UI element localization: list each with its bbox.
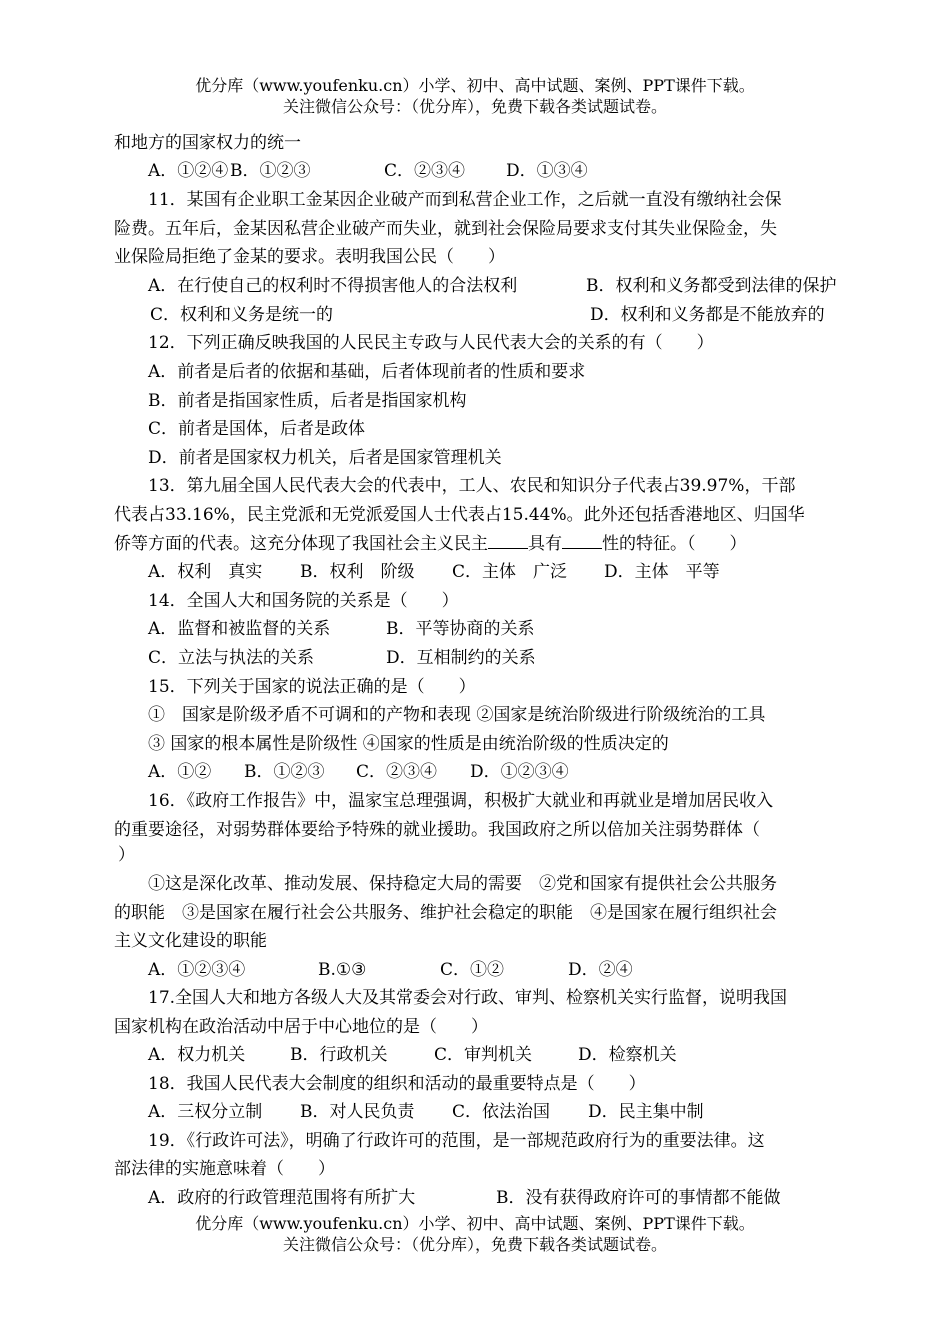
option-a: A．①②④ xyxy=(148,161,229,181)
option-d: D．检察机关 xyxy=(578,1045,677,1065)
q12-option-b: B．前者是指国家性质，后者是指国家机构 xyxy=(148,391,467,411)
option-b: B．权利 阶级 xyxy=(300,562,415,582)
q14-stem: 14．全国人大和国务院的关系是（ ） xyxy=(148,591,459,611)
q11-stem-line-1: 11．某国有企业职工金某因企业破产而到私营企业工作，之后就一直没有缴纳社会保 xyxy=(148,190,782,210)
q15-options xyxy=(148,760,569,784)
q13-stem-line-1: 13．第九届全国人民代表大会的代表中，工人、农民和知识分子代表占39.97%，干部 xyxy=(148,476,796,496)
option-b: B．①②③ xyxy=(230,161,311,181)
q11-option-b: B．权利和义务都受到法律的保护 xyxy=(586,276,837,296)
option-d: D．①②③④ xyxy=(470,762,569,782)
q17-stem-line-1: 17.全国人大和地方各级人大及其常委会对行政、审判、检察机关实行监督，说明我国 xyxy=(148,988,788,1008)
header-line-2: 关注微信公众号：（优分库），免费下载各类试题试卷。 xyxy=(282,97,667,116)
q15-statement-1: ① 国家是阶级矛盾不可调和的产物和表现 ②国家是统治阶级进行阶级统治的工具 xyxy=(148,705,766,725)
q11-option-c: C．权利和义务是统一的 xyxy=(150,305,334,325)
option-d: D．②④ xyxy=(568,960,633,980)
q13-text-b: 具有 xyxy=(528,534,562,554)
option-c: C．审判机关 xyxy=(434,1045,533,1065)
q14-option-a: A．监督和被监督的关系 xyxy=(148,619,331,639)
q11-stem-line-3: 业保险局拒绝了金某的要求。表明我国公民（ ） xyxy=(114,247,505,267)
q12-option-d: D．前者是国家权力机关，后者是国家管理机关 xyxy=(148,448,502,468)
option-a: A．权力机关 xyxy=(148,1045,246,1065)
q16-statement-line-1: ①这是深化改革、推动发展、保持稳定大局的需要 ②党和国家有提供社会公共服务 xyxy=(148,874,777,894)
blank-2 xyxy=(562,532,602,549)
option-a: A．①②③④ xyxy=(148,960,246,980)
q17-options xyxy=(148,1043,677,1067)
q13-stem-line-3 xyxy=(114,532,747,556)
option-a: A．①② xyxy=(148,762,212,782)
q17-stem-line-2: 国家机构在政治活动中居于中心地位的是（ ） xyxy=(114,1017,488,1037)
q12-stem: 12．下列正确反映我国的人民民主专政与人民代表大会的关系的有（ ） xyxy=(148,333,714,353)
q11-stem-line-2: 险费。五年后，金某因私营企业破产而失业，就到社会保险局要求支付其失业保险金，失 xyxy=(114,219,777,239)
q14-option-c: C．立法与执法的关系 xyxy=(148,648,315,668)
q16-statement-line-2: 的职能 ③是国家在履行社会公共服务、维护社会稳定的职能 ④是国家在履行组织社会 xyxy=(114,903,777,923)
option-c: C．②③④ xyxy=(356,762,438,782)
option-d: D．民主集中制 xyxy=(588,1102,704,1122)
q14-option-b: B．平等协商的关系 xyxy=(386,619,535,639)
q16-stem-line-2: 的重要途径，对弱势群体要给予特殊的就业援助。我国政府之所以倍加关注弱势群体（ xyxy=(114,820,760,840)
option-b: B.①③ xyxy=(318,960,367,980)
q15-stem: 15．下列关于国家的说法正确的是（ ） xyxy=(148,677,476,697)
q11-option-d: D．权利和义务都是不能放弃的 xyxy=(590,305,825,325)
q19-stem-line-1: 19．《行政许可法》，明确了行政许可的范围，是一部规范政府行为的重要法律。这 xyxy=(148,1131,765,1151)
footer-line-2: 关注微信公众号：（优分库），免费下载各类试题试卷。 xyxy=(282,1235,667,1254)
q19-option-b: B．没有获得政府许可的事情都不能做 xyxy=(496,1188,781,1208)
option-c: C．②③④ xyxy=(384,161,466,181)
option-d: D．①③④ xyxy=(506,161,588,181)
option-d: D．主体 平等 xyxy=(604,562,720,582)
q19-option-a: A．政府的行政管理范围将有所扩大 xyxy=(148,1188,416,1208)
q13-stem-line-2: 代表占33.16%，民主党派和无党派爱国人士代表占15.44%。此外还包括香港地区、归国华 xyxy=(114,505,805,525)
option-a: A．三权分立制 xyxy=(148,1102,263,1122)
q11-option-a: A．在行使自己的权利时不得损害他人的合法权利 xyxy=(148,276,518,296)
option-c: C．主体 广泛 xyxy=(452,562,568,582)
q13-options xyxy=(148,560,720,584)
continuation-line: 和地方的国家权力的统一 xyxy=(114,133,301,153)
q16-statement-line-3: 主义文化建设的职能 xyxy=(114,931,267,951)
option-c: C．①② xyxy=(440,960,505,980)
option-c: C．依法治国 xyxy=(452,1102,551,1122)
q14-option-d: D．互相制约的关系 xyxy=(386,648,536,668)
q12-option-a: A．前者是后者的依据和基础，后者体现前者的性质和要求 xyxy=(148,362,586,382)
blank-1 xyxy=(488,532,528,549)
q12-option-c: C．前者是国体，后者是政体 xyxy=(148,419,366,439)
q19-stem-line-2: 部法律的实施意味着（ ） xyxy=(114,1159,335,1179)
q13-text-a: 侨等方面的代表。这充分体现了我国社会主义民主 xyxy=(114,534,488,554)
q18-stem: 18．我国人民代表大会制度的组织和活动的最重要特点是（ ） xyxy=(148,1074,646,1094)
q16-stem-line-1: 16．《政府工作报告》中，温家宝总理强调，积极扩大就业和再就业是增加居民收入 xyxy=(148,791,774,811)
q16-stem-line-3: ） xyxy=(118,845,135,865)
q13-text-c: 性的特征。（ ） xyxy=(602,534,747,554)
option-a: A．权利 真实 xyxy=(148,562,263,582)
q10-options xyxy=(148,159,588,183)
q16-options xyxy=(148,958,633,982)
q18-options xyxy=(148,1100,704,1124)
option-b: B．行政机关 xyxy=(290,1045,388,1065)
footer-line-1: 优分库（www.youfenku.cn）小学、初中、高中试题、案例、PPT课件下载。 xyxy=(195,1214,755,1233)
header-line-1: 优分库（www.youfenku.cn）小学、初中、高中试题、案例、PPT课件下载。 xyxy=(195,76,755,95)
q15-statement-2: ③ 国家的根本属性是阶级性 ④国家的性质是由统治阶级的性质决定的 xyxy=(148,734,669,754)
option-b: B．①②③ xyxy=(244,762,325,782)
option-b: B．对人民负责 xyxy=(300,1102,415,1122)
